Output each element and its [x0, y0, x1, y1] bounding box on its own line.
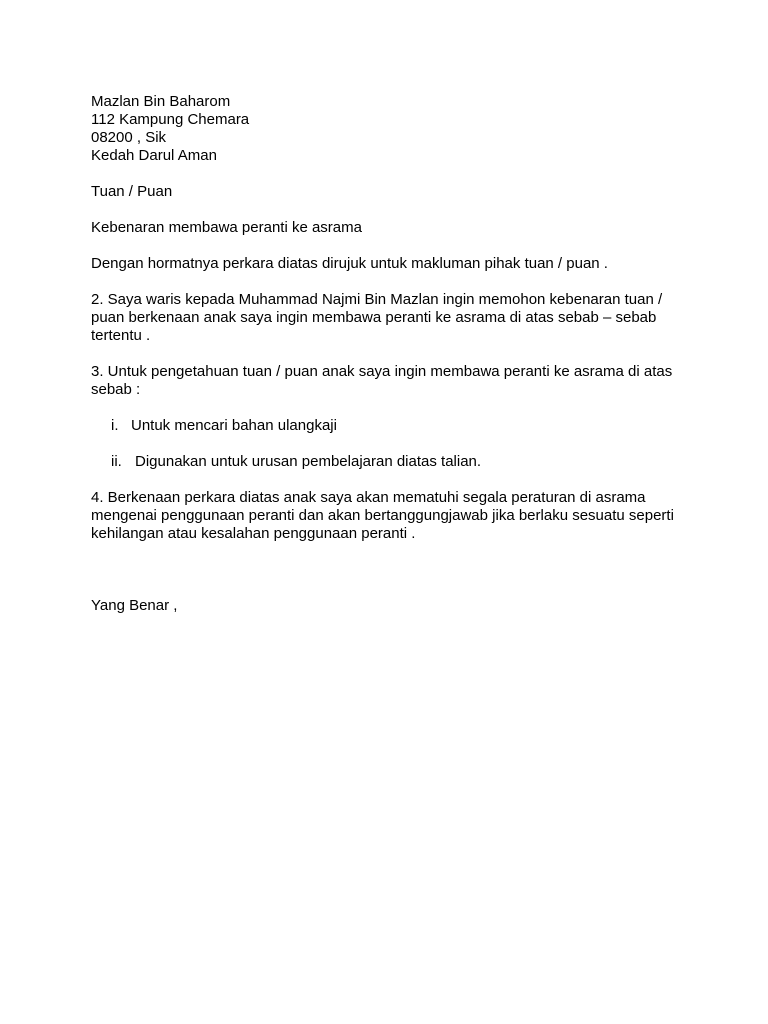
list-marker: i. — [111, 417, 119, 434]
spacer — [91, 165, 691, 183]
spacer — [91, 201, 691, 219]
paragraph-4-line-3: kehilangan atau kesalahan penggunaan peranti . — [91, 525, 416, 542]
letter-page — [91, 93, 691, 615]
paragraph-4-line-1: 4. Berkenaan perkara diatas anak saya akan mematuhi segala peraturan di asrama — [91, 489, 646, 506]
list-item — [91, 453, 691, 471]
paragraph-3 — [91, 363, 691, 399]
list-item-text: Untuk mencari bahan ulangkaji — [131, 417, 337, 434]
paragraph-2-line-3: tertentu . — [91, 327, 151, 344]
sender-address-line-1: 112 Kampung Chemara — [91, 111, 250, 128]
opening-paragraph: Dengan hormatnya perkara diatas dirujuk untuk makluman pihak tuan / puan . — [91, 255, 608, 272]
letter-subject: Kebenaran membawa peranti ke asrama — [91, 219, 362, 236]
spacer — [91, 435, 691, 453]
sender-name: Mazlan Bin Baharom — [91, 93, 231, 110]
spacer — [91, 399, 691, 417]
paragraph-2-line-2: puan berkenaan anak saya ingin membawa peranti ke asrama di atas sebab – sebab — [91, 309, 657, 326]
paragraph-2-line-1: 2. Saya waris kepada Muhammad Najmi Bin Mazlan ingin memohon kebenaran tuan / — [91, 291, 663, 308]
paragraph-3-line-1: 3. Untuk pengetahuan tuan / puan anak saya ingin membawa peranti ke asrama di atas — [91, 363, 673, 380]
closing: Yang Benar , — [91, 597, 178, 614]
sender-address-line-3: Kedah Darul Aman — [91, 147, 217, 164]
salutation: Tuan / Puan — [91, 183, 173, 200]
list-item-text: Digunakan untuk urusan pembelajaran diatas talian. — [135, 453, 482, 470]
paragraph-3-line-2: sebab : — [91, 381, 141, 398]
sender-address-block — [91, 93, 691, 165]
spacer — [91, 345, 691, 363]
sender-address-line-2: 08200 , Sik — [91, 129, 167, 146]
spacer — [91, 471, 691, 489]
paragraph-4-line-2: mengenai penggunaan peranti dan akan bertanggungjawab jika berlaku sesuatu seperti — [91, 507, 674, 524]
spacer — [91, 273, 691, 291]
list-item — [91, 417, 691, 435]
spacer — [91, 543, 691, 597]
spacer — [91, 237, 691, 255]
list-marker: ii. — [111, 453, 122, 470]
paragraph-2 — [91, 291, 691, 345]
paragraph-4 — [91, 489, 691, 543]
